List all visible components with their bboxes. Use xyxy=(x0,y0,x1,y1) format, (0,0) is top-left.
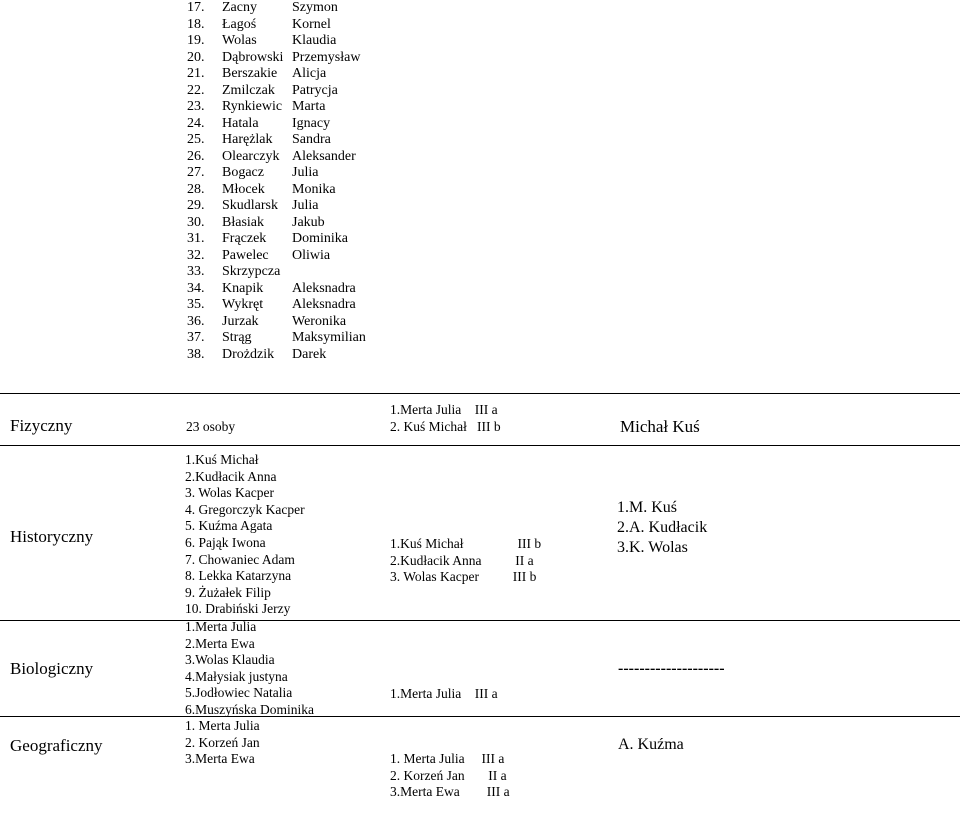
list-item-surname: Knapik xyxy=(222,280,264,296)
list-item-num: 34. xyxy=(187,280,205,296)
list-item-surname: Strąg xyxy=(222,330,252,345)
list-item-first: Weronika xyxy=(292,313,347,329)
list-item: 1. Merta Julia III a xyxy=(390,751,505,767)
list-item-first: Patrycja xyxy=(292,82,338,98)
row-divider-historyczny xyxy=(0,620,960,621)
list-item-num: 20. xyxy=(187,49,205,65)
list-item-surname: Pawelec xyxy=(222,247,269,263)
list-item-num: 28. xyxy=(187,181,205,197)
list-item: 1.Merta Julia xyxy=(185,619,257,634)
list-item-num: 31. xyxy=(187,231,205,246)
list-item-first: Aleksander xyxy=(292,148,356,164)
count-fizyczny: 23 osoby xyxy=(186,419,236,434)
list-item-surname: Skudlarsk xyxy=(222,198,278,213)
list-item-num: 38. xyxy=(187,346,205,362)
list-item-first: Jakub xyxy=(292,214,325,230)
list-item-first: Darek xyxy=(292,346,327,362)
list-item: 1.Merta Julia III a xyxy=(390,686,498,702)
list-item: 6.Muszyńska Dominika xyxy=(185,701,314,717)
list-item-first: Klaudia xyxy=(292,33,337,48)
list-item: 3.K. Wolas xyxy=(617,539,688,556)
list-item: 6. Pająk Iwona xyxy=(185,534,266,550)
teacher-biologiczny xyxy=(618,660,725,678)
list-item-surname: Zacny xyxy=(222,0,257,15)
participants-geograficzny xyxy=(185,718,260,768)
table-top-border xyxy=(0,393,960,394)
participants-biologiczny xyxy=(185,619,314,719)
subject-historyczny: Historyczny xyxy=(10,527,94,546)
list-item-num: 18. xyxy=(187,16,205,32)
list-item-num: 32. xyxy=(187,247,205,263)
winners-geograficzny xyxy=(390,718,510,818)
list-item-first: Ignacy xyxy=(292,115,331,131)
list-item: 4. Gregorczyk Kacper xyxy=(185,501,305,517)
list-item: 3.Merta Ewa III a xyxy=(390,784,510,800)
list-item-surname: Łagoś xyxy=(222,16,257,32)
list-item: 8. Lekka Katarzyna xyxy=(185,568,292,584)
list-item: 3.Merta Ewa xyxy=(185,751,255,767)
list-item-surname: Frączek xyxy=(222,231,267,246)
list-item-first: Aleksnadra xyxy=(292,280,356,296)
list-item-first: Dominika xyxy=(292,231,348,246)
list-item: 1.Merta Julia III a xyxy=(390,402,498,417)
list-item: 1.Kuś Michał xyxy=(185,452,259,467)
list-item: 2. Kuś Michał III b xyxy=(390,418,501,434)
list-item: 3. Wolas Kacper xyxy=(185,485,275,501)
list-item-surname: Olearczyk xyxy=(222,148,280,164)
list-item-first: Julia xyxy=(292,198,319,213)
list-item-surname: Rynkiewic xyxy=(222,99,283,114)
winners-historyczny xyxy=(390,503,541,603)
list-item-num: 35. xyxy=(187,297,205,312)
list-item-surname: Zmilczak xyxy=(222,82,275,98)
list-item: Michał Kuś xyxy=(620,417,700,436)
list-item-surname: Drożdzik xyxy=(222,346,275,362)
list-item-surname: Bogacz xyxy=(222,165,264,180)
list-item: A. Kuźma xyxy=(618,736,684,753)
list-item: 1. Merta Julia xyxy=(185,718,260,733)
list-item-first: Oliwia xyxy=(292,247,331,263)
list-item-first: Przemysław xyxy=(292,49,361,65)
list-item-first: Marta xyxy=(292,99,326,114)
list-item: 10. Drabiński Jerzy xyxy=(185,601,291,617)
subject-fizyczny: Fizyczny xyxy=(10,416,73,435)
list-item: 1.M. Kuś xyxy=(617,499,678,516)
subject-biologiczny: Biologiczny xyxy=(10,659,94,678)
teacher-geograficzny xyxy=(618,736,684,754)
winners-biologiczny xyxy=(390,653,498,719)
list-item: 2. Korzeń Jan II a xyxy=(390,767,507,783)
list-item-num: 24. xyxy=(187,115,205,131)
list-item: 2. Korzeń Jan xyxy=(185,734,260,750)
list-item-num: 36. xyxy=(187,313,205,329)
winners-fizyczny xyxy=(390,402,501,435)
list-item: 3.Wolas Klaudia xyxy=(185,652,275,668)
list-item: 2.Merta Ewa xyxy=(185,635,255,651)
list-item-first: Julia xyxy=(292,165,319,180)
list-item-surname: Harężlak xyxy=(222,132,273,147)
list-item-num: 30. xyxy=(187,214,205,230)
list-item-num: 27. xyxy=(187,165,205,180)
list-item-surname: Skrzypcza xyxy=(222,264,281,279)
list-item-num: 33. xyxy=(187,264,205,279)
list-item: 3. Wolas Kacper III b xyxy=(390,569,537,585)
list-item-surname: Dąbrowski xyxy=(222,49,284,65)
list-item-num: 19. xyxy=(187,33,205,48)
list-item-num: 26. xyxy=(187,148,205,164)
list-item-num: 37. xyxy=(187,330,205,345)
list-item-num: 17. xyxy=(187,0,205,15)
participants-historyczny xyxy=(185,452,305,618)
teacher-fizyczny xyxy=(620,417,700,437)
list-item-first: Szymon xyxy=(292,0,338,15)
list-item: 5.Jodłowiec Natalia xyxy=(185,685,293,701)
list-item-first: Sandra xyxy=(292,132,331,147)
list-item-num: 23. xyxy=(187,99,205,114)
list-item-surname: Hatala xyxy=(222,115,259,131)
subject-geograficzny: Geograficzny xyxy=(10,736,103,755)
list-item: 2.Kudłacik Anna xyxy=(185,468,277,484)
list-item-first: Aleksnadra xyxy=(292,297,356,312)
list-item: 2.A. Kudłacik xyxy=(617,519,708,536)
list-item-surname: Młocek xyxy=(222,181,265,197)
list-item: 4.Małysiak justyna xyxy=(185,668,288,684)
list-item-first: Monika xyxy=(292,181,336,197)
list-item: -------------------- xyxy=(618,660,725,677)
list-item-first: Alicja xyxy=(292,66,327,81)
list-item: 5. Kuźma Agata xyxy=(185,518,273,534)
list-item: 9. Żużałek Filip xyxy=(185,584,271,600)
list-item-surname: Wolas xyxy=(222,33,257,48)
list-item-surname: Błasiak xyxy=(222,214,264,230)
list-item-num: 29. xyxy=(187,198,205,213)
teacher-historyczny xyxy=(617,498,707,558)
list-item-surname: Berszakie xyxy=(222,66,278,81)
list-item: 2.Kudłacik Anna II a xyxy=(390,552,534,568)
list-item: 1.Kuś Michał III b xyxy=(390,536,542,552)
list-item-surname: Wykręt xyxy=(222,297,264,312)
list-item: 7. Chowaniec Adam xyxy=(185,551,295,567)
list-item-first: Maksymilian xyxy=(292,330,366,345)
list-item-first: Kornel xyxy=(292,16,331,32)
row-divider-fizyczny xyxy=(0,445,960,446)
list-item-num: 22. xyxy=(187,82,205,98)
list-item-num: 25. xyxy=(187,132,205,147)
list-item-num: 21. xyxy=(187,66,205,81)
list-item-surname: Jurzak xyxy=(222,313,259,329)
